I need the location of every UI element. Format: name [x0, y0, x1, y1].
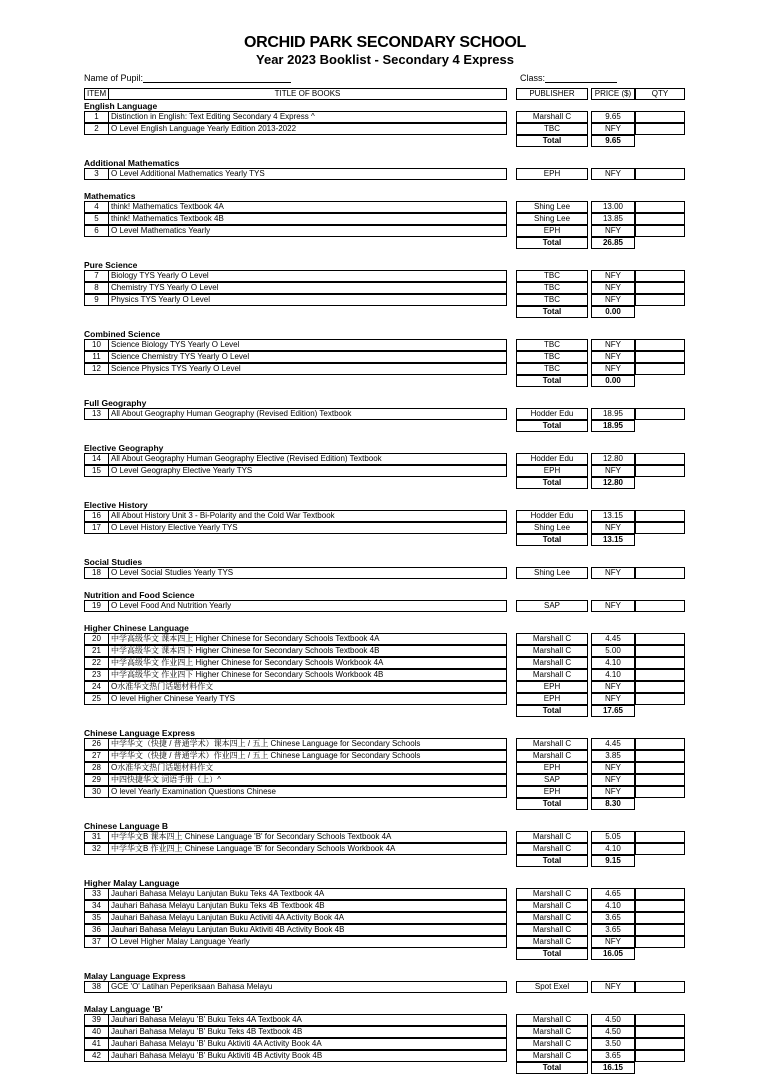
- price: NFY: [591, 465, 635, 477]
- price: NFY: [591, 936, 635, 948]
- qty-cell[interactable]: [635, 831, 685, 843]
- item-number: 13: [84, 408, 109, 420]
- qty-cell[interactable]: [635, 645, 685, 657]
- publisher: TBC: [516, 282, 588, 294]
- qty-cell[interactable]: [635, 600, 685, 612]
- book-title: 中学高级华文 课本四上 Higher Chinese for Secondary Schools Textbook 4A: [108, 633, 507, 645]
- publisher: EPH: [516, 786, 588, 798]
- item-number: 2: [84, 123, 109, 135]
- qty-cell[interactable]: [635, 1050, 685, 1062]
- book-title: O水准华文热门话题材料作文: [108, 762, 507, 774]
- book-title: think! Mathematics Textbook 4A: [108, 201, 507, 213]
- qty-cell[interactable]: [635, 453, 685, 465]
- item-number: 14: [84, 453, 109, 465]
- total-label: Total: [516, 420, 588, 432]
- price: 3.65: [591, 912, 635, 924]
- book-title: O Level Additional Mathematics Yearly TYS: [108, 168, 507, 180]
- section-heading: Malay Language Express: [84, 971, 186, 981]
- book-title: Biology TYS Yearly O Level: [108, 270, 507, 282]
- book-title: Physics TYS Yearly O Level: [108, 294, 507, 306]
- item-number: 25: [84, 693, 109, 705]
- section-heading: Combined Science: [84, 329, 161, 339]
- publisher: Marshall C: [516, 1038, 588, 1050]
- section-total: 0.00: [591, 375, 635, 387]
- book-title: 中学华文（快捷 / 普通学术）课本四上 / 五上 Chinese Language for Secondary Schools: [108, 738, 507, 750]
- item-number: 6: [84, 225, 109, 237]
- publisher: TBC: [516, 351, 588, 363]
- item-number: 26: [84, 738, 109, 750]
- section-heading: Elective Geography: [84, 443, 164, 453]
- qty-cell[interactable]: [635, 786, 685, 798]
- publisher: EPH: [516, 762, 588, 774]
- book-title: O Level Higher Malay Language Yearly: [108, 936, 507, 948]
- price: 4.50: [591, 1026, 635, 1038]
- item-number: 18: [84, 567, 109, 579]
- book-title: O Level Food And Nutrition Yearly: [108, 600, 507, 612]
- price: 4.10: [591, 657, 635, 669]
- publisher: Marshall C: [516, 1050, 588, 1062]
- qty-cell[interactable]: [635, 900, 685, 912]
- qty-cell[interactable]: [635, 225, 685, 237]
- total-label: Total: [516, 948, 588, 960]
- book-title: Jauhari Bahasa Melayu 'B' Buku Teks 4B Textbook 4B: [108, 1026, 507, 1038]
- qty-cell[interactable]: [635, 465, 685, 477]
- publisher: Hodder Edu: [516, 408, 588, 420]
- publisher: Marshall C: [516, 111, 588, 123]
- book-title: 中学高级华文 课本四下 Higher Chinese for Secondary Schools Textbook 4B: [108, 645, 507, 657]
- publisher: Marshall C: [516, 831, 588, 843]
- total-label: Total: [516, 306, 588, 318]
- qty-cell[interactable]: [635, 339, 685, 351]
- item-number: 37: [84, 936, 109, 948]
- book-title: Science Biology TYS Yearly O Level: [108, 339, 507, 351]
- qty-cell[interactable]: [635, 567, 685, 579]
- price: NFY: [591, 567, 635, 579]
- price: NFY: [591, 762, 635, 774]
- class-label: Class:: [520, 73, 546, 83]
- section-heading: Higher Malay Language: [84, 878, 180, 888]
- qty-cell[interactable]: [635, 924, 685, 936]
- price: 12.80: [591, 453, 635, 465]
- section-total: 13.15: [591, 534, 635, 546]
- qty-cell[interactable]: [635, 888, 685, 900]
- publisher: Shing Lee: [516, 522, 588, 534]
- book-title: Chemistry TYS Yearly O Level: [108, 282, 507, 294]
- item-number: 11: [84, 351, 109, 363]
- publisher: Marshall C: [516, 924, 588, 936]
- price: NFY: [591, 774, 635, 786]
- price: NFY: [591, 123, 635, 135]
- publisher: Marshall C: [516, 750, 588, 762]
- book-title: Jauhari Bahasa Melayu Lanjutan Buku Teks 4A Textbook 4A: [108, 888, 507, 900]
- qty-cell[interactable]: [635, 294, 685, 306]
- section-heading: English Language: [84, 101, 158, 111]
- publisher: Hodder Edu: [516, 453, 588, 465]
- item-number: 16: [84, 510, 109, 522]
- book-title: O Level English Language Yearly Edition 2013-2022: [108, 123, 507, 135]
- section-heading: Full Geography: [84, 398, 147, 408]
- header-publisher: PUBLISHER: [516, 88, 588, 100]
- book-title: Jauhari Bahasa Melayu Lanjutan Buku Activiti 4A Activity Book 4A: [108, 912, 507, 924]
- qty-cell[interactable]: [635, 936, 685, 948]
- total-label: Total: [516, 477, 588, 489]
- publisher: TBC: [516, 294, 588, 306]
- price: NFY: [591, 282, 635, 294]
- publisher: Marshall C: [516, 738, 588, 750]
- qty-cell[interactable]: [635, 111, 685, 123]
- item-number: 8: [84, 282, 109, 294]
- publisher: SAP: [516, 774, 588, 786]
- publisher: Marshall C: [516, 645, 588, 657]
- price: 5.00: [591, 645, 635, 657]
- publisher: Shing Lee: [516, 213, 588, 225]
- price: 13.00: [591, 201, 635, 213]
- publisher: TBC: [516, 339, 588, 351]
- qty-cell[interactable]: [635, 1038, 685, 1050]
- section-heading: Malay Language 'B': [84, 1004, 163, 1014]
- section-total: 0.00: [591, 306, 635, 318]
- item-number: 29: [84, 774, 109, 786]
- book-title: O水准华文热门话题材料作文: [108, 681, 507, 693]
- qty-cell[interactable]: [635, 363, 685, 375]
- book-title: Jauhari Bahasa Melayu 'B' Buku Teks 4A Textbook 4A: [108, 1014, 507, 1026]
- price: NFY: [591, 522, 635, 534]
- price: 13.85: [591, 213, 635, 225]
- book-title: All About Geography Human Geography (Revised Edition) Textbook: [108, 408, 507, 420]
- price: 4.50: [591, 1014, 635, 1026]
- book-title: O level Higher Chinese Yearly TYS: [108, 693, 507, 705]
- book-title: 中学华文B 作业四上 Chinese Language 'B' for Secondary Schools Workbook 4A: [108, 843, 507, 855]
- publisher: Marshall C: [516, 1026, 588, 1038]
- book-title: O Level Social Studies Yearly TYS: [108, 567, 507, 579]
- price: NFY: [591, 225, 635, 237]
- item-number: 36: [84, 924, 109, 936]
- qty-cell[interactable]: [635, 981, 685, 993]
- section-heading: Social Studies: [84, 557, 143, 567]
- item-number: 3: [84, 168, 109, 180]
- qty-cell[interactable]: [635, 693, 685, 705]
- qty-cell[interactable]: [635, 123, 685, 135]
- book-title: think! Mathematics Textbook 4B: [108, 213, 507, 225]
- price: NFY: [591, 351, 635, 363]
- publisher: TBC: [516, 363, 588, 375]
- price: NFY: [591, 786, 635, 798]
- book-title: Science Chemistry TYS Yearly O Level: [108, 351, 507, 363]
- book-title: Jauhari Bahasa Melayu 'B' Buku Aktiviti 4B Activity Book 4B: [108, 1050, 507, 1062]
- price: 4.10: [591, 900, 635, 912]
- publisher: Marshall C: [516, 657, 588, 669]
- book-title: Jauhari Bahasa Melayu Lanjutan Buku Teks 4B Textbook 4B: [108, 900, 507, 912]
- price: 4.10: [591, 843, 635, 855]
- qty-cell[interactable]: [635, 522, 685, 534]
- item-number: 40: [84, 1026, 109, 1038]
- publisher: Shing Lee: [516, 201, 588, 213]
- qty-cell[interactable]: [635, 351, 685, 363]
- item-number: 41: [84, 1038, 109, 1050]
- item-number: 19: [84, 600, 109, 612]
- publisher: TBC: [516, 123, 588, 135]
- qty-cell[interactable]: [635, 750, 685, 762]
- price: NFY: [591, 270, 635, 282]
- price: NFY: [591, 339, 635, 351]
- publisher: Hodder Edu: [516, 510, 588, 522]
- section-total: 8.30: [591, 798, 635, 810]
- qty-cell[interactable]: [635, 912, 685, 924]
- item-number: 7: [84, 270, 109, 282]
- price: NFY: [591, 600, 635, 612]
- qty-cell[interactable]: [635, 681, 685, 693]
- qty-cell[interactable]: [635, 408, 685, 420]
- qty-cell[interactable]: [635, 168, 685, 180]
- qty-cell[interactable]: [635, 201, 685, 213]
- booklist-title: Year 2023 Booklist - Secondary 4 Express: [256, 52, 514, 67]
- item-number: 10: [84, 339, 109, 351]
- price: 4.65: [591, 888, 635, 900]
- school-name: ORCHID PARK SECONDARY SCHOOL: [244, 34, 526, 51]
- qty-cell[interactable]: [635, 270, 685, 282]
- book-title: 中学华文（快捷 / 普通学术）作业四上 / 五上 Chinese Language for Secondary Schools: [108, 750, 507, 762]
- price: 4.45: [591, 633, 635, 645]
- price: 18.95: [591, 408, 635, 420]
- qty-cell[interactable]: [635, 633, 685, 645]
- header-item: ITEM: [84, 88, 109, 100]
- section-total: 12.80: [591, 477, 635, 489]
- item-number: 1: [84, 111, 109, 123]
- price: NFY: [591, 981, 635, 993]
- book-title: O level Yearly Examination Questions Chinese: [108, 786, 507, 798]
- book-title: Science Physics TYS Yearly O Level: [108, 363, 507, 375]
- publisher: Marshall C: [516, 633, 588, 645]
- item-number: 34: [84, 900, 109, 912]
- publisher: EPH: [516, 681, 588, 693]
- total-label: Total: [516, 237, 588, 249]
- publisher: TBC: [516, 270, 588, 282]
- book-title: 中学高级华文 作业四下 Higher Chinese for Secondary Schools Workbook 4B: [108, 669, 507, 681]
- section-heading: Higher Chinese Language: [84, 623, 189, 633]
- book-title: All About History Unit 3 - Bi-Polarity and the Cold War Textbook: [108, 510, 507, 522]
- book-title: GCE 'O' Latihan Peperiksaan Bahasa Melayu: [108, 981, 507, 993]
- total-label: Total: [516, 1062, 588, 1074]
- item-number: 24: [84, 681, 109, 693]
- item-number: 42: [84, 1050, 109, 1062]
- item-number: 12: [84, 363, 109, 375]
- qty-cell[interactable]: [635, 669, 685, 681]
- item-number: 4: [84, 201, 109, 213]
- item-number: 28: [84, 762, 109, 774]
- qty-cell[interactable]: [635, 843, 685, 855]
- price: 13.15: [591, 510, 635, 522]
- price: 3.85: [591, 750, 635, 762]
- price: 3.65: [591, 924, 635, 936]
- total-label: Total: [516, 705, 588, 717]
- qty-cell[interactable]: [635, 213, 685, 225]
- qty-cell[interactable]: [635, 657, 685, 669]
- header-price: PRICE ($): [591, 88, 635, 100]
- price: NFY: [591, 693, 635, 705]
- publisher: Marshall C: [516, 669, 588, 681]
- item-number: 22: [84, 657, 109, 669]
- item-number: 23: [84, 669, 109, 681]
- item-number: 9: [84, 294, 109, 306]
- qty-cell[interactable]: [635, 510, 685, 522]
- pupil-name-label: Name of Pupil:: [84, 73, 144, 83]
- section-heading: Chinese Language B: [84, 821, 169, 831]
- price: NFY: [591, 294, 635, 306]
- item-number: 32: [84, 843, 109, 855]
- price: 5.05: [591, 831, 635, 843]
- price: 9.65: [591, 111, 635, 123]
- book-title: Jauhari Bahasa Melayu 'B' Buku Aktiviti 4A Activity Book 4A: [108, 1038, 507, 1050]
- qty-cell[interactable]: [635, 1026, 685, 1038]
- total-label: Total: [516, 534, 588, 546]
- publisher: EPH: [516, 168, 588, 180]
- section-total: 18.95: [591, 420, 635, 432]
- item-number: 38: [84, 981, 109, 993]
- section-total: 16.15: [591, 1062, 635, 1074]
- total-label: Total: [516, 855, 588, 867]
- total-label: Total: [516, 375, 588, 387]
- publisher: Marshall C: [516, 888, 588, 900]
- section-total: 9.15: [591, 855, 635, 867]
- qty-cell[interactable]: [635, 738, 685, 750]
- book-title: Distinction in English: Text Editing Secondary 4 Express ^: [108, 111, 507, 123]
- header-qty: QTY: [635, 88, 685, 100]
- item-number: 35: [84, 912, 109, 924]
- section-heading: Nutrition and Food Science: [84, 590, 195, 600]
- price: NFY: [591, 681, 635, 693]
- book-title: O Level Mathematics Yearly: [108, 225, 507, 237]
- item-number: 30: [84, 786, 109, 798]
- section-total: 9.65: [591, 135, 635, 147]
- publisher: Spot Exel: [516, 981, 588, 993]
- item-number: 21: [84, 645, 109, 657]
- section-heading: Chinese Language Express: [84, 728, 196, 738]
- qty-cell[interactable]: [635, 762, 685, 774]
- item-number: 31: [84, 831, 109, 843]
- header-title: TITLE OF BOOKS: [108, 88, 507, 100]
- book-title: O Level History Elective Yearly TYS: [108, 522, 507, 534]
- book-title: 中四快捷华文 词语手册（上）^: [108, 774, 507, 786]
- book-title: 中学高级华文 作业四上 Higher Chinese for Secondary Schools Workbook 4A: [108, 657, 507, 669]
- price: 3.65: [591, 1050, 635, 1062]
- section-heading: Pure Science: [84, 260, 138, 270]
- section-heading: Additional Mathematics: [84, 158, 180, 168]
- section-total: 26.85: [591, 237, 635, 249]
- qty-cell[interactable]: [635, 774, 685, 786]
- price: NFY: [591, 168, 635, 180]
- price: 3.50: [591, 1038, 635, 1050]
- publisher: SAP: [516, 600, 588, 612]
- item-number: 15: [84, 465, 109, 477]
- section-total: 17.65: [591, 705, 635, 717]
- item-number: 5: [84, 213, 109, 225]
- publisher: EPH: [516, 225, 588, 237]
- book-title: 中学华文B 课本四上 Chinese Language 'B' for Secondary Schools Textbook 4A: [108, 831, 507, 843]
- item-number: 27: [84, 750, 109, 762]
- publisher: Marshall C: [516, 1014, 588, 1026]
- qty-cell[interactable]: [635, 1014, 685, 1026]
- price: 4.10: [591, 669, 635, 681]
- publisher: Marshall C: [516, 912, 588, 924]
- publisher: Marshall C: [516, 843, 588, 855]
- publisher: Marshall C: [516, 936, 588, 948]
- book-title: O Level Geography Elective Yearly TYS: [108, 465, 507, 477]
- publisher: Shing Lee: [516, 567, 588, 579]
- publisher: Marshall C: [516, 900, 588, 912]
- price: NFY: [591, 363, 635, 375]
- book-title: Jauhari Bahasa Melayu Lanjutan Buku Aktiviti 4B Activity Book 4B: [108, 924, 507, 936]
- item-number: 39: [84, 1014, 109, 1026]
- item-number: 20: [84, 633, 109, 645]
- section-heading: Mathematics: [84, 191, 136, 201]
- book-title: All About Geography Human Geography Elective (Revised Edition) Textbook: [108, 453, 507, 465]
- total-label: Total: [516, 135, 588, 147]
- item-number: 17: [84, 522, 109, 534]
- price: 4.45: [591, 738, 635, 750]
- total-label: Total: [516, 798, 588, 810]
- qty-cell[interactable]: [635, 282, 685, 294]
- section-heading: Elective History: [84, 500, 148, 510]
- section-total: 16.05: [591, 948, 635, 960]
- item-number: 33: [84, 888, 109, 900]
- publisher: EPH: [516, 465, 588, 477]
- publisher: EPH: [516, 693, 588, 705]
